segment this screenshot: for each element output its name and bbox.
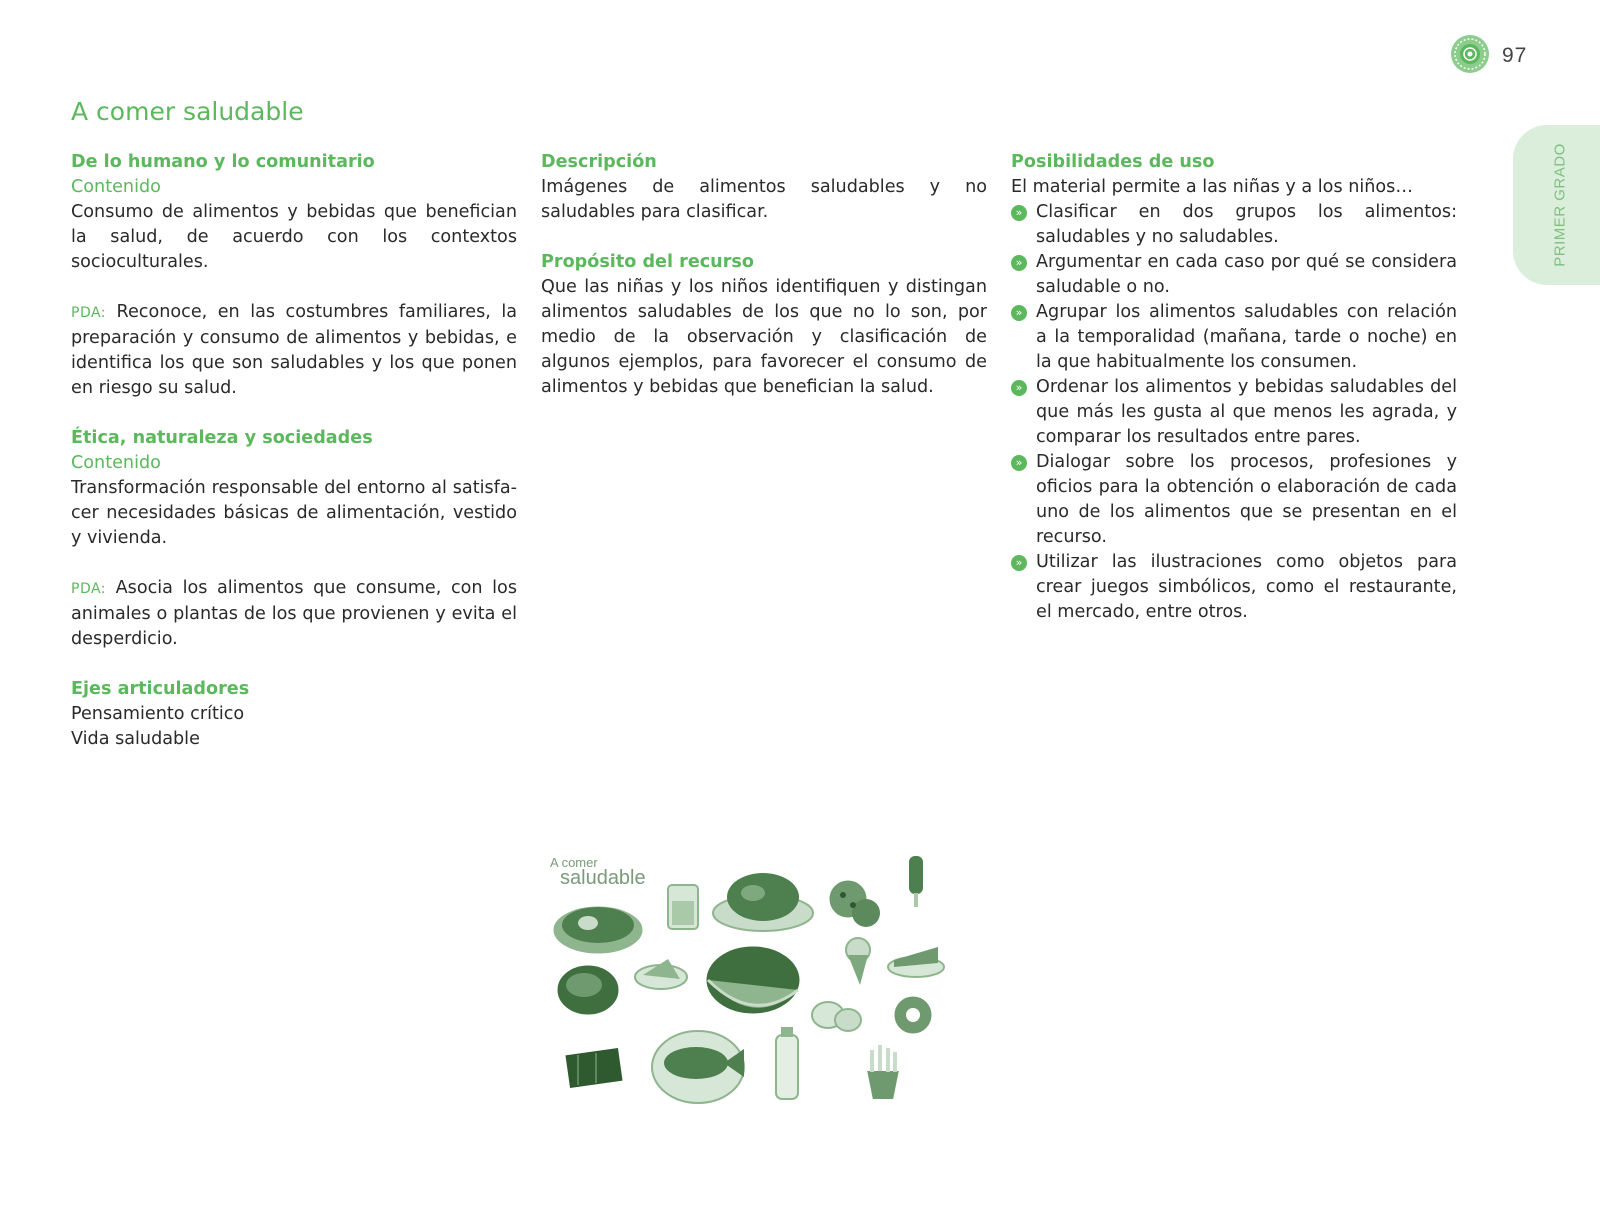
column-curriculum <box>71 150 517 752</box>
illustration-title-large: saludable <box>560 867 646 889</box>
food-lettuce-icon <box>556 964 620 1016</box>
pda-paragraph <box>71 576 517 652</box>
food-ice-cream-cone-icon <box>846 938 870 985</box>
food-meat-icon <box>552 905 644 955</box>
uses-list <box>1011 200 1457 625</box>
section-text-humano: Consumo de alimentos y bebidas que benefician la salud, de acuerdo con los contextos socioculturales. <box>71 202 517 272</box>
list-item: » Agrupar los alimentos saludables con relación a la temporalidad (mañana, tarde o noche) en la que habitualmente los consumen. <box>1011 300 1457 375</box>
eje-item: Vida saludable <box>71 729 200 749</box>
list-item: » Clasificar en dos grupos los alimentos: saludables y no saludables. <box>1011 200 1457 250</box>
section-subheading-contenido: Contenido <box>71 453 161 473</box>
food-illustration <box>548 855 972 1127</box>
food-juice-glass-icon <box>668 885 698 929</box>
double-chevron-right-icon: » <box>1011 205 1027 221</box>
page-number: 97 <box>1502 44 1528 67</box>
purpose-text: Que las niñas y los niños identifiquen y distingan alimentos saludables de los que no lo son, por medio de la observación y clasificación de algunos ejemplos, para favorecer el consumo de alimentos y bebidas que benefician la salud. <box>541 277 987 397</box>
list-item: » Ordenar los alimentos y bebidas saludables del que más les gusta al que menos les agrada, y comparar los resultados entre pares. <box>1011 375 1457 450</box>
food-popsicle-icon <box>908 855 924 907</box>
section-heading-descripcion: Descripción <box>541 152 657 172</box>
eje-item: Pensamiento crítico <box>71 704 245 724</box>
pda-label: PDA: <box>71 305 107 321</box>
pda-text: Reconoce, en las costumbres familiares, la preparación y consumo de alimentos y bebidas, e identifica los que son saludables y los que ponen en riesgo su salud. <box>71 302 517 398</box>
food-water-bottle-icon <box>776 1027 798 1099</box>
illustration-title-small: A comer <box>550 855 598 870</box>
list-item: » Argumentar en cada caso por qué se considera saludable o no. <box>1011 250 1457 300</box>
food-french-fries-icon <box>866 1045 900 1100</box>
double-chevron-right-icon: » <box>1011 455 1027 471</box>
pda-paragraph <box>71 300 517 401</box>
pda-text: Asocia los alimentos que consume, con los animales o plantas de los que provienen y evita el desperdicio. <box>71 578 517 649</box>
section-heading-ejes: Ejes articuladores <box>71 679 250 699</box>
page-header <box>1450 34 1527 78</box>
spiral-emblem-icon <box>1450 34 1490 78</box>
pda-label: PDA: <box>71 581 107 597</box>
double-chevron-right-icon: » <box>1011 555 1027 571</box>
food-eggs-icon <box>812 1002 861 1031</box>
food-chocolate-bar-icon <box>564 1046 624 1089</box>
food-donut-icon <box>893 995 933 1035</box>
side-tab-label: PRIMER GRADO <box>1551 143 1569 267</box>
section-subheading-contenido: Contenido <box>71 177 161 197</box>
page-title: A comer saludable <box>71 97 304 126</box>
food-watermelon-icon <box>705 945 801 1015</box>
section-heading-proposito: Propósito del recurso <box>541 252 754 272</box>
uses-intro: El material permite a las niñas y a los niños… <box>1011 177 1413 197</box>
food-cake-slice-icon <box>888 947 944 977</box>
description-text: Imágenes de alimentos saludables y no saludables para clasificar. <box>541 177 987 222</box>
double-chevron-right-icon: » <box>1011 305 1027 321</box>
food-cookies-icon <box>828 879 880 927</box>
list-item: » Utilizar las ilustraciones como objetos para crear juegos simbólicos, como el restaurante, el mercado, entre otros. <box>1011 550 1457 625</box>
section-heading-etica: Ética, naturaleza y sociedades <box>71 428 373 448</box>
section-text-etica: Transformación responsable del entorno al satisfacer necesidades básicas de alimentación, vestido y vivienda. <box>71 478 517 548</box>
food-fish-plate-icon <box>652 1031 744 1103</box>
list-item: » Dialogar sobre los procesos, profesiones y oficios para la obtención o elaboración de cada uno de los alimentos que se presentan en el recurso. <box>1011 450 1457 550</box>
section-heading-posibilidades: Posibilidades de uso <box>1011 152 1215 172</box>
food-sandwich-icon <box>635 959 687 989</box>
double-chevron-right-icon: » <box>1011 380 1027 396</box>
double-chevron-right-icon: » <box>1011 255 1027 271</box>
section-heading-humano: De lo humano y lo comunitario <box>71 152 375 172</box>
column-description <box>541 150 987 400</box>
food-roast-chicken-icon <box>713 873 813 931</box>
column-uses <box>1011 150 1457 625</box>
